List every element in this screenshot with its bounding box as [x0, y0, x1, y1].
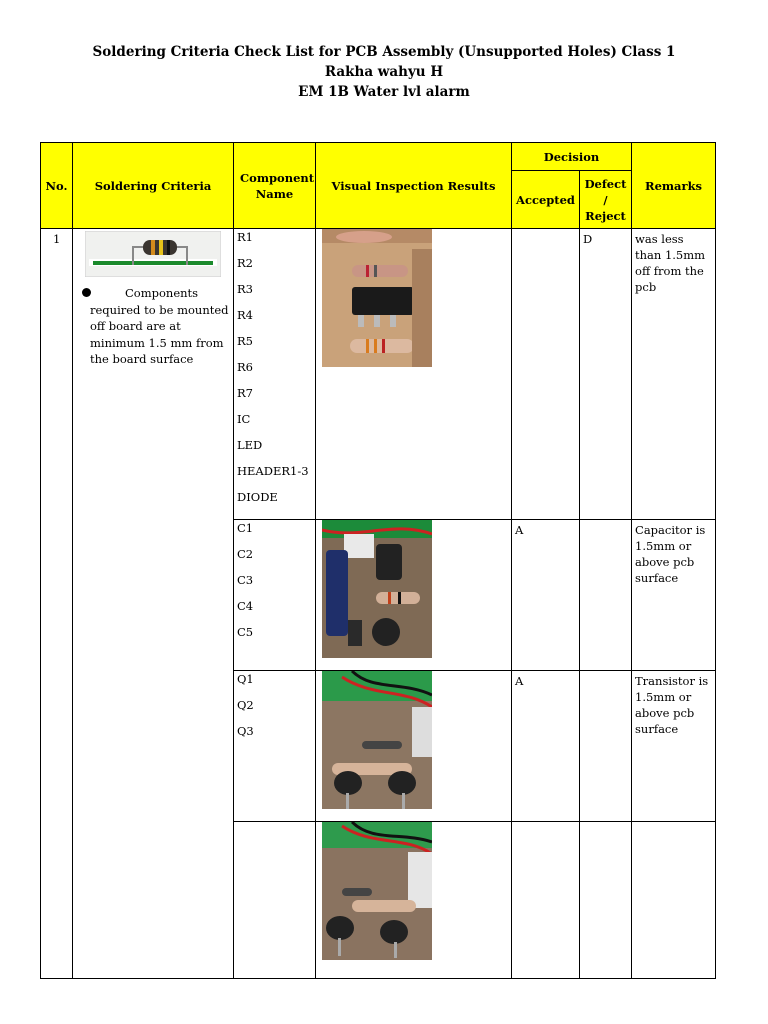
component-list: [234, 671, 316, 822]
accepted-cell: A: [512, 671, 580, 822]
checklist-table: [40, 142, 716, 979]
component-name: R7: [237, 386, 253, 400]
accepted-cell: [512, 822, 580, 979]
transistor-photo: [322, 671, 432, 809]
component-name: R6: [237, 360, 253, 374]
pcb-photo: [322, 229, 432, 367]
component-name: HEADER1-3: [237, 464, 309, 478]
header-remarks: Remarks: [632, 143, 716, 229]
bullet-icon: [82, 288, 91, 297]
header-criteria: Soldering Criteria: [73, 143, 234, 229]
project-name: EM 1B Water lvl alarm: [298, 84, 470, 100]
component-name: C3: [237, 573, 254, 587]
inspection-photo-cell: [316, 229, 512, 520]
remarks-cell: Capacitor is 1.5mm or above pcb surface: [632, 520, 716, 671]
remarks-cell: was less than 1.5mm off from the pcb: [632, 229, 716, 520]
author-name: Rakha wahyu H: [324, 64, 444, 80]
criteria-cell: [73, 229, 234, 979]
component-name: Q2: [237, 698, 254, 712]
row-number: 1: [41, 229, 73, 979]
component-name: R3: [237, 282, 253, 296]
accepted-cell: [512, 229, 580, 520]
header-decision: Decision: [512, 143, 632, 171]
transistor-photo: [322, 822, 432, 960]
header-component: Component Name: [234, 143, 316, 229]
header-defect: Defect / Reject: [580, 171, 632, 229]
defect-cell: [580, 671, 632, 822]
component-name: C4: [237, 599, 254, 613]
component-name: R4: [237, 308, 253, 322]
document-title: Soldering Criteria Check List for PCB Assembly (Unsupported Holes) Class 1: [92, 44, 676, 60]
remarks-cell: [632, 822, 716, 979]
table-row: [41, 229, 716, 520]
resistor-illustration: [85, 231, 221, 277]
component-name: Q3: [237, 724, 254, 738]
component-list: [234, 229, 316, 520]
inspection-photo-cell: [316, 822, 512, 979]
header-no: No.: [41, 143, 73, 229]
component-name: LED: [237, 438, 263, 452]
remarks-cell: Transistor is 1.5mm or above pcb surface: [632, 671, 716, 822]
component-list: [234, 520, 316, 671]
component-name: C1: [237, 521, 254, 535]
component-name: R5: [237, 334, 253, 348]
component-name: R1: [237, 230, 253, 244]
capacitor-photo: [322, 520, 432, 658]
header-visual: Visual Inspection Results: [316, 143, 512, 229]
component-name: R2: [237, 256, 253, 270]
component-name: Q1: [237, 672, 254, 686]
component-name: C2: [237, 547, 254, 561]
header-accepted: Accepted: [512, 171, 580, 229]
component-list: [234, 822, 316, 979]
component-name: IC: [237, 412, 251, 426]
defect-cell: [580, 822, 632, 979]
defect-cell: D: [580, 229, 632, 520]
component-name: DIODE: [237, 490, 278, 504]
defect-cell: [580, 520, 632, 671]
accepted-cell: A: [512, 520, 580, 671]
component-name: C5: [237, 625, 254, 639]
criteria-text: Components required to be mounted off board are at minimum 1.5 mm from the board surface: [90, 286, 229, 366]
inspection-photo-cell: [316, 671, 512, 822]
inspection-photo-cell: [316, 520, 512, 671]
